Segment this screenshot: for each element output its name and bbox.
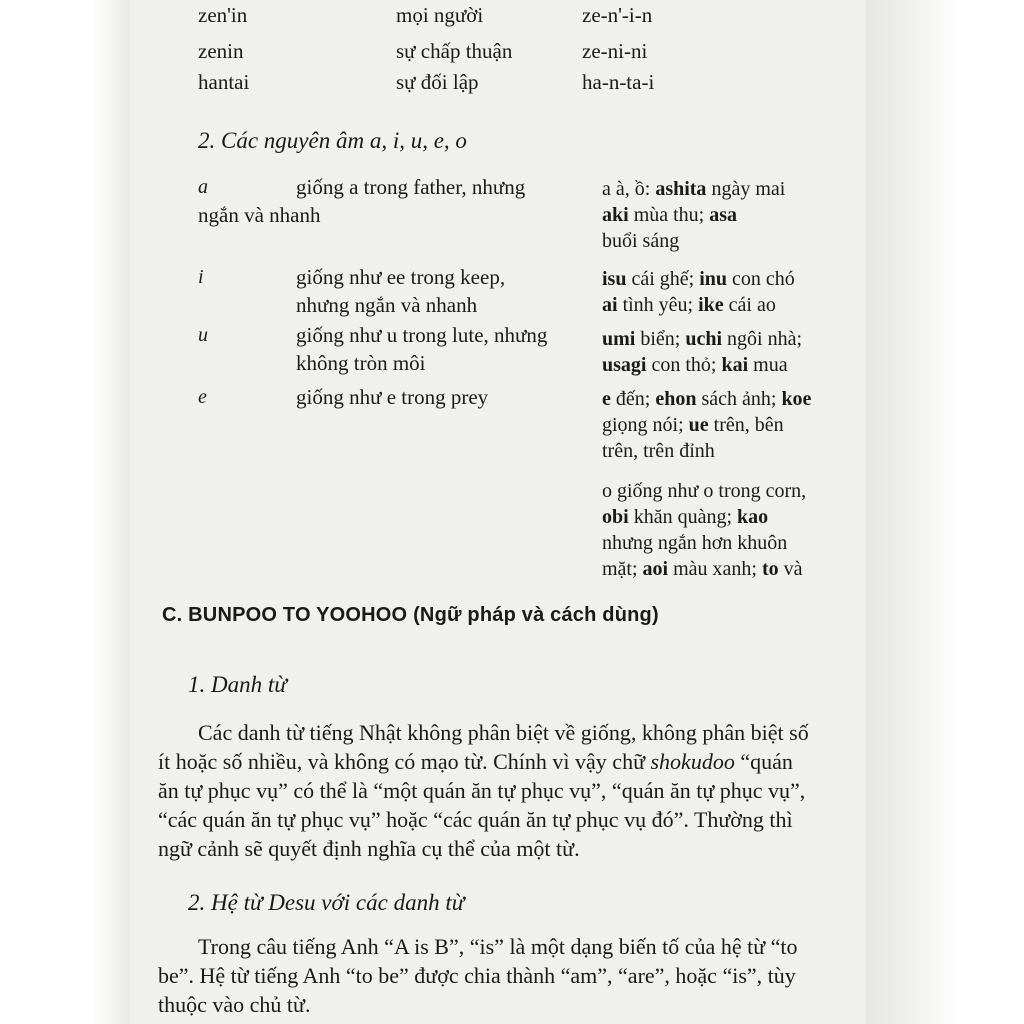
paragraph-text: ít hoặc số nhiều, và không có mạo từ. Chính vì vậy chữ: [158, 749, 651, 774]
example-word: inu: [699, 268, 728, 290]
vowel-example-line: [602, 556, 803, 582]
vocab-meaning: mọi người: [396, 3, 484, 27]
vowel-letter: i: [198, 266, 204, 288]
vocab-meaning: sự chấp thuận: [396, 39, 513, 63]
vowel-example-line: [602, 202, 737, 228]
vowel-example-line: [602, 292, 776, 318]
vowel-description: giống như e trong prey: [296, 385, 489, 409]
paragraph-line: [158, 718, 838, 747]
example-gloss: trên, bên: [708, 414, 784, 436]
example-word: obi: [602, 506, 629, 528]
vowel-description: ngắn và nhanh: [198, 203, 321, 227]
example-word: usagi: [602, 354, 647, 376]
vowel-example-line: [602, 266, 795, 292]
vocab-word: zen'in: [198, 3, 248, 27]
example-gloss: con chó: [727, 268, 795, 290]
paragraph-text: ngữ cảnh sẽ quyết định nghĩa cụ thể của một từ.: [158, 836, 580, 861]
vowel-example-line: [602, 326, 802, 352]
paragraph-line: [158, 776, 838, 805]
example-word: asa: [709, 204, 738, 226]
paragraph-text: be”. Hệ từ tiếng Anh “to be” được chia thành “am”, “are”, hoặc “is”, tùy: [158, 963, 796, 988]
vowel-example-line: [602, 176, 785, 202]
example-gloss: khăn quàng;: [628, 506, 737, 528]
example-word: ai: [602, 294, 618, 316]
paragraph-text: Các danh từ tiếng Nhật không phân biệt về giống, không phân biệt số: [198, 720, 809, 745]
paragraph-line: [158, 961, 838, 990]
book-page: [130, 0, 866, 1024]
section-c-heading: C. BUNPOO TO YOOHOO (Ngữ pháp và cách dùng): [162, 604, 659, 626]
nouns-paragraph: [158, 718, 838, 863]
example-gloss: và: [778, 558, 803, 580]
example-word: aki: [602, 204, 629, 226]
vocab-romaji: ze-ni-ni: [582, 39, 648, 63]
vocab-word: zenin: [198, 39, 244, 63]
example-gloss: biển;: [635, 328, 686, 350]
example-gloss: tình yêu;: [617, 294, 699, 316]
paragraph-line: [158, 990, 838, 1019]
vowel-example-line: [602, 412, 784, 438]
example-word: umi: [602, 328, 636, 350]
example-word: aoi: [642, 558, 669, 580]
vocab-romaji: ha-n-ta-i: [582, 70, 655, 94]
vowel-example-line: [602, 530, 787, 556]
example-gloss: trên, trên đỉnh: [602, 440, 715, 462]
example-word: koe: [781, 388, 812, 410]
paragraph-text: “các quán ăn tự phục vụ” hoặc “các quán ăn tự phục vụ đó”. Thường thì: [158, 807, 793, 832]
example-word: isu: [602, 268, 627, 290]
vocab-word: hantai: [198, 70, 250, 94]
page-left-margin: [0, 0, 130, 1024]
vowel-description: nhưng ngắn và nhanh: [296, 293, 478, 317]
example-word: ashita: [655, 178, 707, 200]
page-right-margin: [866, 0, 1024, 1024]
nouns-heading: 1. Danh từ: [188, 672, 287, 697]
vowels-heading: 2. Các nguyên âm a, i, u, e, o: [198, 128, 467, 153]
vowel-description: giống a trong father, nhưng: [296, 175, 526, 199]
vocab-meaning: sự đối lập: [396, 70, 479, 94]
example-gloss: sách ảnh;: [696, 388, 782, 410]
vowel-description: giống như ee trong keep,: [296, 265, 506, 289]
example-gloss: a à, ồ:: [602, 178, 656, 200]
paragraph-line: [158, 932, 838, 961]
example-gloss: ngày mai: [706, 178, 786, 200]
example-gloss: cái ghế;: [626, 268, 700, 290]
vowel-letter: u: [198, 324, 208, 346]
example-gloss: con thỏ;: [646, 354, 722, 376]
example-gloss: màu xanh;: [668, 558, 762, 580]
copula-paragraph: [158, 932, 838, 1019]
example-word: kai: [721, 354, 749, 376]
example-word: ike: [698, 294, 724, 316]
example-word: e: [602, 388, 611, 410]
example-word: kao: [737, 506, 769, 528]
paragraph-line: [158, 805, 838, 834]
vowel-description: giống như u trong lute, nhưng: [296, 323, 548, 347]
example-word: ehon: [655, 388, 697, 410]
copula-heading: 2. Hệ từ Desu với các danh từ: [188, 890, 465, 915]
example-gloss: cái ao: [723, 294, 776, 316]
paragraph-text: “quán: [734, 749, 793, 774]
vowel-example-line: [602, 386, 811, 412]
example-gloss: ngôi nhà;: [722, 328, 803, 350]
vocab-romaji: ze-n'-i-n: [582, 3, 653, 27]
vowel-letter: a: [198, 176, 208, 198]
vowel-example-line: [602, 478, 806, 504]
vowel-description: không tròn môi: [296, 351, 426, 375]
example-word: ue: [688, 414, 709, 436]
vowel-letter: e: [198, 386, 207, 408]
example-gloss: nhưng ngắn hơn khuôn: [602, 532, 788, 554]
example-gloss: mùa thu;: [628, 204, 710, 226]
vowel-example-line: [602, 228, 679, 254]
italic-term: shokudoo: [650, 749, 735, 774]
paragraph-text: Trong câu tiếng Anh “A is B”, “is” là một dạng biến tố của hệ từ “to: [198, 934, 798, 959]
example-gloss: mặt;: [602, 558, 643, 580]
example-gloss: mua: [748, 354, 788, 376]
paragraph-line: [158, 747, 838, 776]
example-gloss: đến;: [610, 388, 656, 410]
example-word: to: [761, 558, 779, 580]
example-gloss: giọng nói;: [602, 414, 689, 436]
example-gloss: o giống như o trong corn,: [602, 480, 807, 502]
example-gloss: buổi sáng: [602, 230, 680, 252]
vowel-example-line: [602, 438, 715, 464]
vowel-example-line: [602, 352, 788, 378]
example-word: uchi: [685, 328, 723, 350]
vowel-example-line: [602, 504, 768, 530]
paragraph-text: ăn tự phục vụ” có thể là “một quán ăn tự phục vụ”, “quán ăn tự phục vụ”,: [158, 778, 806, 803]
paragraph-text: thuộc vào chủ từ.: [158, 992, 311, 1017]
paragraph-line: [158, 834, 838, 863]
